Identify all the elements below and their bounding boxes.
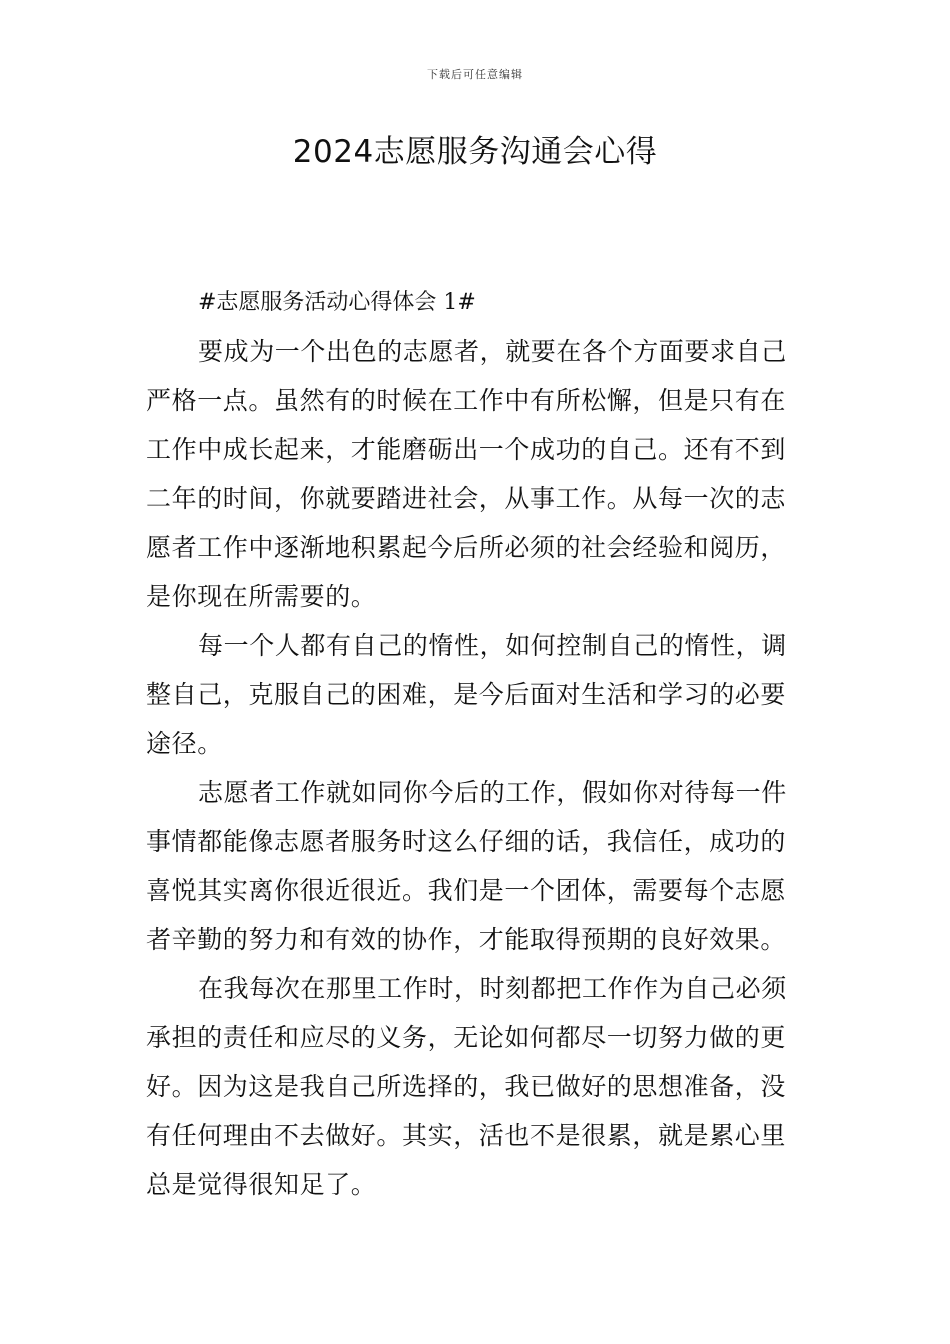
paragraph-line: 途径。 <box>146 729 223 758</box>
paragraph-line: 志愿者工作就如同你今后的工作，假如你对待每一件 <box>198 778 787 807</box>
paragraph-line: 者辛勤的努力和有效的协作，才能取得预期的良好效果。 <box>146 925 787 954</box>
paragraph-line: 在我每次在那里工作时，时刻都把工作作为自己必须 <box>198 974 787 1003</box>
document-title: 2024志愿服务沟通会心得 <box>292 134 658 170</box>
paragraph-line: 愿者工作中逐渐地积累起今后所必须的社会经验和阅历， <box>146 533 787 562</box>
paragraph-line: 有任何理由不去做好。其实，活也不是很累，就是累心里 <box>146 1121 787 1150</box>
paragraph-line: 整自己，克服自己的困难，是今后面对生活和学习的必要 <box>146 680 787 709</box>
paragraph-line: 是你现在所需要的。 <box>146 582 377 611</box>
paragraph-line: 要成为一个出色的志愿者，就要在各个方面要求自己 <box>198 337 787 366</box>
paragraph-line: 每一个人都有自己的惰性，如何控制自己的惰性，调 <box>198 631 787 660</box>
document-body <box>146 278 808 1209</box>
paragraph-4 <box>146 964 808 1209</box>
paragraph-1 <box>146 327 808 621</box>
section-heading: #志愿服务活动心得体会 1# <box>198 290 476 315</box>
paragraph-2 <box>146 621 808 768</box>
paragraph-line: 事情都能像志愿者服务时这么仔细的话，我信任，成功的 <box>146 827 787 856</box>
header-note: 下载后可任意编辑 <box>427 68 523 81</box>
paragraph-line: 承担的责任和应尽的义务，无论如何都尽一切努力做的更 <box>146 1023 787 1052</box>
paragraph-line: 总是觉得很知足了。 <box>146 1170 377 1199</box>
paragraph-line: 喜悦其实离你很近很近。我们是一个团体，需要每个志愿 <box>146 876 787 905</box>
paragraph-line: 二年的时间，你就要踏进社会，从事工作。从每一次的志 <box>146 484 787 513</box>
paragraph-line: 工作中成长起来，才能磨砺出一个成功的自己。还有不到 <box>146 435 787 464</box>
paragraph-line: 严格一点。虽然有的时候在工作中有所松懈，但是只有在 <box>146 386 787 415</box>
paragraph-line: 好。因为这是我自己所选择的，我已做好的思想准备，没 <box>146 1072 787 1101</box>
paragraph-3 <box>146 768 808 964</box>
